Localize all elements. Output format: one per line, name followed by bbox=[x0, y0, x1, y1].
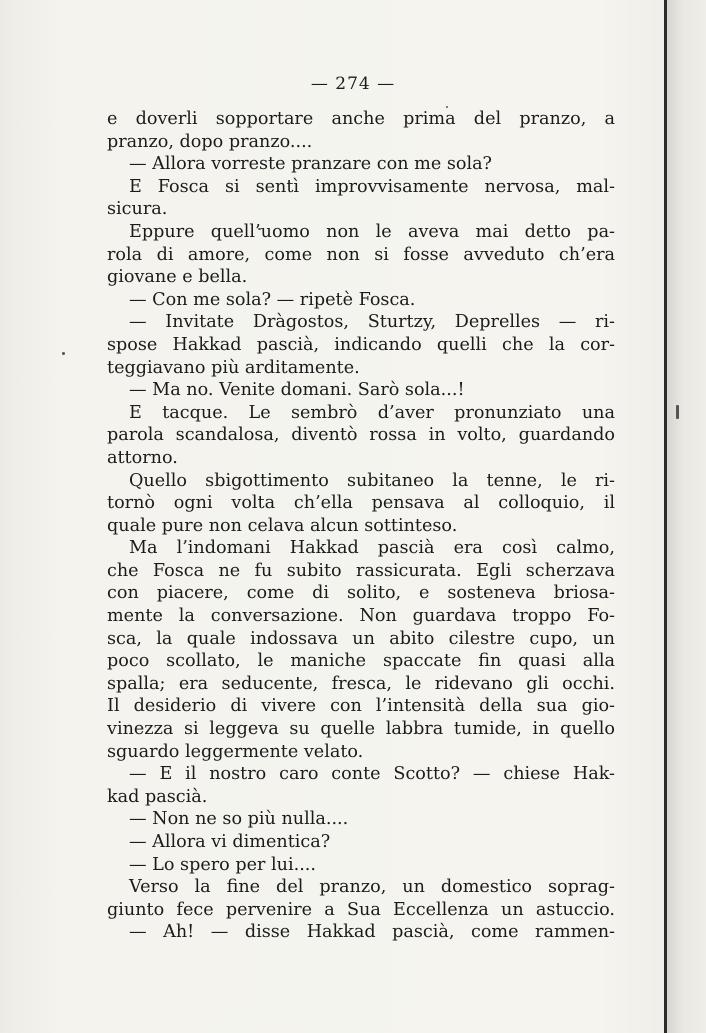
text-line: E Fosca si sentì improvvisamente nervosa, mal- bbox=[129, 176, 615, 197]
text-line: mente la conversazione. Non guardava troppo Fo- bbox=[107, 606, 615, 627]
body-text bbox=[107, 108, 615, 944]
page-number: — 274 — bbox=[310, 74, 396, 94]
text-line: poco scollato, le maniche spaccate fin quasi alla bbox=[107, 651, 615, 672]
text-line: Quello sbigottimento subitaneo la tenne, le ri- bbox=[129, 470, 615, 491]
ink-speck bbox=[62, 352, 65, 355]
text-line: con piacere, come di solito, e sosteneva briosa- bbox=[107, 583, 615, 604]
text-line: Il desiderio di vivere con l’intensità della sua gio- bbox=[107, 696, 615, 717]
text-line: E tacque. Le sembrò d’aver pronunziato una bbox=[129, 402, 615, 423]
text-line: tornò ogni volta ch’ella pensava al colloquio, il bbox=[107, 493, 615, 514]
text-line: — Ma no. Venite domani. Sarò sola...! bbox=[129, 380, 465, 401]
text-line: parola scandalosa, diventò rossa in volto, guardando bbox=[107, 425, 615, 446]
text-line: giovane e bella. bbox=[107, 267, 248, 288]
text-line: che Fosca ne fu subito rassicurata. Egli scherzava bbox=[107, 560, 615, 581]
text-line: Ma l’indomani Hakkad pascià era così calmo, bbox=[129, 538, 615, 559]
text-line: Eppure quell’uomo non le aveva mai detto pa- bbox=[129, 221, 615, 242]
text-line: spose Hakkad pascià, indicando quelli che la cor- bbox=[107, 334, 615, 355]
text-line: teggiavano più arditamente. bbox=[107, 357, 360, 378]
text-line: — Allora vorreste pranzare con me sola? bbox=[129, 154, 492, 175]
text-line: — Ah! — disse Hakkad pascià, come rammen- bbox=[129, 922, 615, 943]
text-line: pranzo, dopo pranzo.... bbox=[107, 131, 313, 152]
text-line: e doverli sopportare anche prima del pranzo, a bbox=[107, 109, 615, 129]
gutter-shadow bbox=[667, 0, 706, 1033]
text-line: — Allora vi dimentica? bbox=[129, 832, 331, 852]
text-line: attorno. bbox=[107, 447, 178, 468]
text-line: — Con me sola? — ripetè Fosca. bbox=[129, 289, 416, 310]
text-line: spalla; era seducente, fresca, le ridevano gli occhi. bbox=[107, 673, 615, 694]
ink-speck bbox=[676, 405, 679, 419]
text-line: vinezza si leggeva su quelle labbra tumide, in quello bbox=[107, 719, 615, 740]
text-line: sca, la quale indossava un abito cilestre cupo, un bbox=[107, 628, 615, 649]
text-line: — E il nostro caro conte Scotto? — chiese Hak- bbox=[129, 764, 615, 785]
text-line: sguardo leggermente velato. bbox=[107, 741, 364, 762]
text-line: giunto fece pervenire a Sua Eccellenza un astuccio. bbox=[107, 899, 615, 920]
text-line: quale pure non celava alcun sottinteso. bbox=[107, 515, 458, 536]
text-line: — Invitate Dràgostos, Sturtzy, Deprelles — ri- bbox=[129, 312, 615, 333]
text-line: rola di amore, come non si fosse avveduto ch’era bbox=[107, 244, 615, 265]
text-line: kad pascià. bbox=[107, 786, 208, 807]
text-line: sicura. bbox=[107, 199, 168, 220]
text-line: — Non ne so più nulla.... bbox=[129, 809, 349, 830]
text-line: Verso la fine del pranzo, un domestico soprag- bbox=[129, 877, 615, 898]
text-line: — Lo spero per lui.... bbox=[129, 854, 316, 875]
